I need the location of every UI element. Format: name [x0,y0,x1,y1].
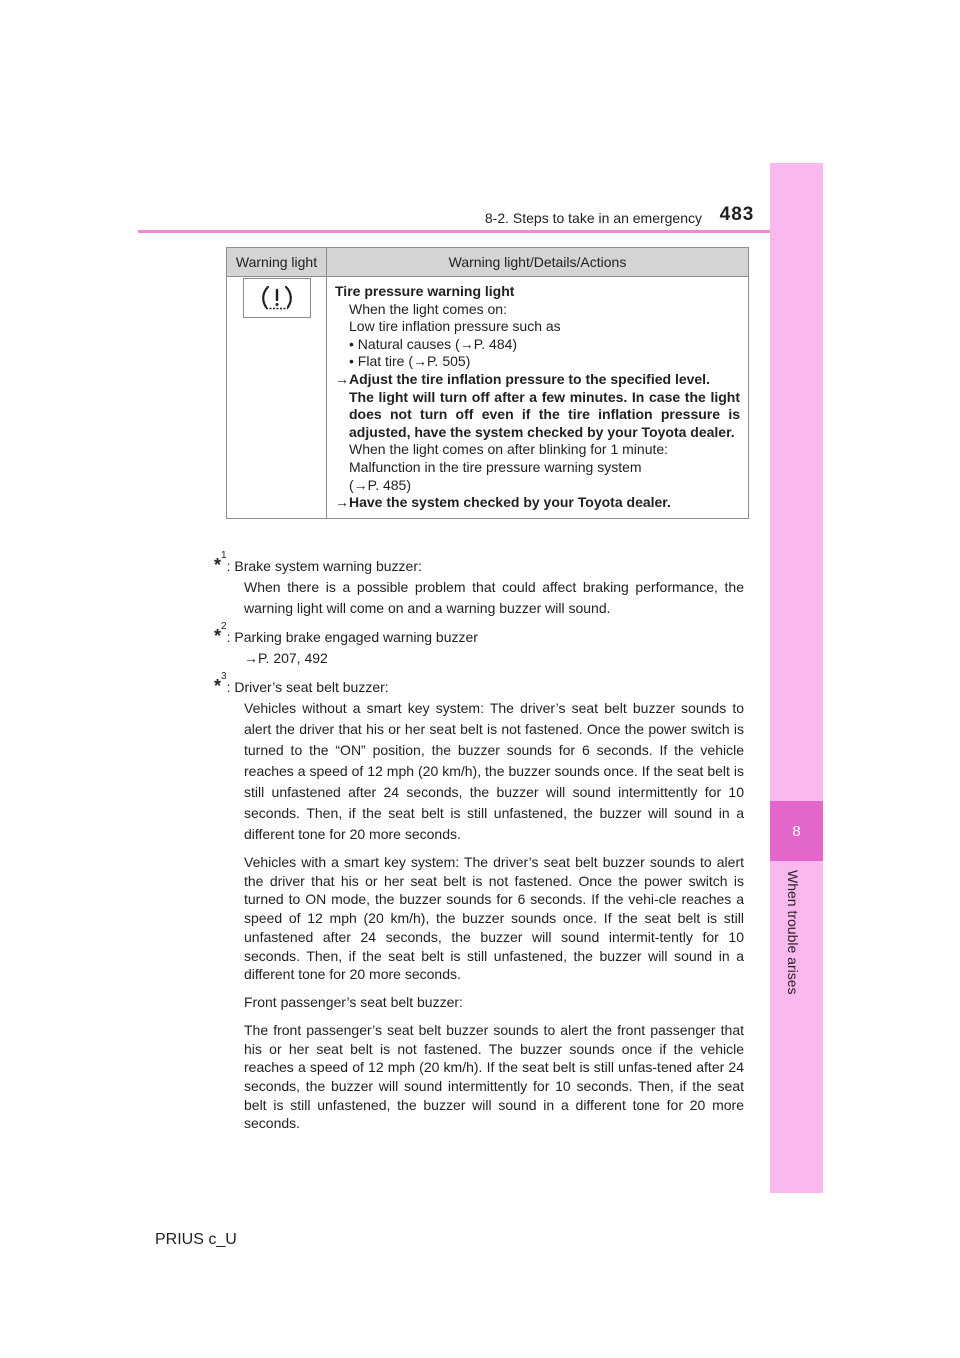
footnote-star: * [214,555,222,575]
light-title: Tire pressure warning light [335,283,515,299]
footnote-heading: : Brake system warning buzzer: [226,558,422,574]
header-rule [138,230,823,233]
action-line: The light will turn off after a few minutes. In case the light does not turn off even if the tire inflation pressure is adjusted, have the system checked by your Toyota dealer. [349,388,740,440]
footnote-star: * [214,676,222,696]
table-row [227,277,749,519]
footnote-2 [214,621,744,669]
action-text [349,371,740,441]
footnote-paragraph: Vehicles without a smart key system: The driver’s seat belt buzzer sounds to alert the driver that his or her seat belt is not fastened. Once the power switch is turned to the “ON” position, the buzzer sounds for 6 seconds. If the vehicle reaches a speed of 12 mph (20 km/h), the buzzer sounds once. If the seat belt is still unfastened after 24 seconds, the buzzer will sound intermittently for 10 seconds. Then, if the seat belt is still unfastened, the buzzer will sound in a different tone for 20 more seconds. [244,700,744,842]
footnote-paragraph: When there is a possible problem that could affect braking performance, the warning light will come on and a warning buzzer will sound. [244,579,744,616]
column-header-warning-light: Warning light [227,248,327,277]
action-block [335,494,740,512]
details-cell [327,277,749,519]
chapter-label: When trouble arises [785,870,801,995]
action-line: Adjust the tire inflation pressure to the specified level. [349,370,710,387]
footnote-paragraph: The front passenger’s seat belt buzzer sounds to alert the front passenger that his or her seat belt is not fastened. The buzzer sounds once if the vehicle reaches a speed of 12 mph (20 km/h). If the seat belt is still unfas-tened after 24 seconds, the buzzer will sound intermittently for 10 seconds. Then, if the seat belt is still unfastened, the buzzer will sound in a different tone for 20 more seconds. [244,1021,744,1132]
footnote-heading: : Parking brake engaged warning buzzer [226,629,478,645]
footnote-paragraph: Vehicles with a smart key system: The driver’s seat belt buzzer sounds to alert the driver that his or her seat belt is not fastened. Once the power switch is turned to ON mode, the buzzer sounds for 6 seconds. If the vehi-cle reaches a speed of 12 mph (20 km/h), the buzzer sounds once. If the seat belt is still unfastened after 24 seconds, the buzzer will sound intermit-tently for 10 seconds. Then, if the seat belt is still unfastened, the buzzer will sound in a different tone for 20 more seconds. [244,854,744,983]
action-line: Have the system checked by your Toyota dealer. [349,494,671,511]
footnote-star: * [214,626,222,646]
footnote-subheading: Front passenger’s seat belt buzzer: [244,993,463,1010]
footnote-number: 1 [221,550,227,561]
page-reference: (→P. 485) [349,476,411,493]
footer-model-code: PRIUS c_U [155,1231,237,1248]
detail-line: Malfunction in the tire pressure warning system [349,458,642,475]
footnote-number: 2 [221,621,227,632]
detail-line: When the light comes on: [349,300,507,317]
icon-cell [227,277,327,519]
bullet-item: • Flat tire (→P. 505) [349,353,471,370]
column-header-details: Warning light/Details/Actions [327,248,749,277]
footnote-number: 3 [221,671,227,682]
detail-line: Low tire inflation pressure such as [349,318,561,335]
footnote-1 [214,550,744,619]
header-section-title: 8-2. Steps to take in an emergency [484,210,702,226]
icon-frame [243,278,311,318]
chapter-number: 8 [770,801,823,861]
footnotes [214,550,744,1141]
tire-pressure-warning-icon [260,284,294,312]
footnote-3 [214,671,744,1133]
detail-line: When the light comes on after blinking for 1 minute: [349,441,669,458]
arrow-icon: → [335,370,349,387]
arrow-icon: → [335,494,349,511]
action-block [335,371,740,441]
warning-light-table [226,247,749,519]
page-reference: →P. 207, 492 [244,650,328,666]
page-number: 483 [719,204,755,225]
footnote-heading: : Driver’s seat belt buzzer: [226,679,389,695]
table-header-row [227,248,749,277]
bullet-item: • Natural causes (→P. 484) [349,335,518,352]
chapter-side-tab [770,163,823,1193]
